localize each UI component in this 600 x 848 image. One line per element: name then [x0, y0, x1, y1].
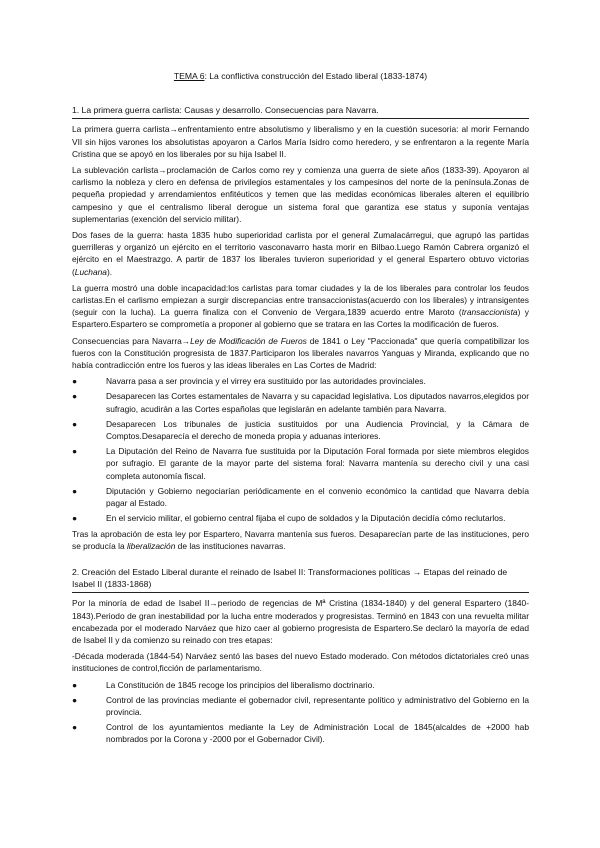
s1-paragraph-3 [72, 229, 529, 278]
s1-p6-text-a: Tras la aprobación de esta ley por Espartero, Navarra mantenía sus fueros. Desaparecían parte de las instituciones, pero se producía la [72, 528, 529, 551]
s1-p4-italic: transaccionista [461, 307, 518, 318]
s2-bullet-item [72, 721, 529, 745]
section-spacer [72, 556, 529, 566]
bullet-text: En el servicio militar, el gobierno central fijaba el cupo de soldados y la Diputación decidía cómo reclutarlos. [106, 513, 506, 524]
s2-bullet-item [72, 679, 529, 691]
bullet-icon: ● [72, 391, 78, 402]
s1-p5-italic: Ley de Modificación de Fueros [190, 335, 307, 346]
bullet-icon: ● [72, 679, 78, 690]
bullet-text: Diputación y Gobierno negociarían periódicamente en el convenio económico la cantidad que Navarra debía pagar al Estado. [106, 485, 529, 509]
bullet-text: La Diputación del Reino de Navarra fue sustituida por la Diputación Foral formada por siete miembros elegidos por sufragio. El garante de la mayor parte del sistema foral: Navarra mantenía su derecho civil y una casi completa autonomía fiscal. [106, 446, 529, 481]
bullet-icon: ● [72, 694, 78, 705]
bullet-icon: ● [72, 485, 78, 496]
bullet-text: La Constitución de 1845 recoge los principios del liberalismo doctrinario. [106, 679, 375, 690]
s2-paragraph-1: Por la minoría de edad de Isabel II→periodo de regencias de Mª Cristina (1834-1840) y del general Espartero (1840-1843).Periodo de gran inestabilidad por la lucha entre moderados y progresistas. Terminó en 1843 con una revuelta militar encabezada por el moderado Narváez que hizo caer al gobierno progresista de Espartero.Se declaró la mayoría de edad de Isabel II y da comienzo su reinado con tres etapas: [72, 598, 529, 645]
bullet-icon: ● [72, 513, 78, 524]
s1-p4-text-b: ) y Espartero.Espartero se comprometía a proponer al gobierno que se tratara en las Cortes la modificación de fueros. [72, 307, 529, 330]
s1-paragraph-5 [72, 335, 529, 372]
s1-p3-text: Dos fases de la guerra: hasta 1835 hubo superioridad carlista por el general Zumalacárregui, que agrupó las partidas guerrilleras y organizó un ejército en el territorio vasconavarro hasta morir en Bilbao.Luego Ramón Cabrera organizó el ejército en el Maestrazgo. A partir de 1837 los liberales tuvieron superioridad y el general Espartero obtuvo victorias [72, 230, 529, 265]
bullet-icon: ● [72, 376, 78, 387]
bullet-icon: ● [72, 722, 78, 733]
page-title [72, 70, 529, 82]
bullet-text: Navarra pasa a ser provincia y el virrey era sustituido por las autoridades provinciales. [106, 376, 426, 387]
s1-bullet-item [72, 445, 529, 482]
s1-p4-text-a: La guerra mostró una doble incapacidad:los carlistas para tomar ciudades y la de los liberales para controlar los feudos carlistas.En el carlismo empiezan a surgir discrepancias entre transaccionistas(acuerdo con los liberales) y intransigentes (seguir con la lucha). La guerra finaliza con el Convenio de Vergara,1839 acuerdo entre Maroto ( [72, 282, 529, 318]
s1-p6-italic: liberalización [126, 540, 176, 551]
bullet-text: Control de los ayuntamientos mediante la Ley de Administración Local de 1845(alcaldes de +2000 hab nombrados por la Corona y -2000 por el Gobernador Civil). [106, 722, 529, 745]
bullet-text: Desaparecen Los tribunales de justicia sustituidos por una Audiencia Provincial, y la Cámara de Comptos.Desaparecía el derecho de moneda propia y aduanas interiores. [106, 418, 529, 442]
s1-bullet-item [72, 512, 529, 524]
section-2-heading: 2. Creación del Estado Liberal durante el reinado de Isabel II: Transformaciones políticas → Etapas del reinado de Isabel II (1833-1868) [72, 566, 529, 593]
s1-bullet-item [72, 418, 529, 442]
s1-bullet-item [72, 485, 529, 509]
bullet-icon: ● [72, 446, 78, 457]
s2-paragraph-2: -Década moderada (1844-54) Narváez sentó las bases del nuevo Estado moderado. Con métodos dictatoriales creó unas instituciones de control,ficción de parlamentarismo. [72, 651, 529, 674]
title-topic-number: TEMA 6 [173, 71, 205, 81]
title-text: : La conflictiva construcción del Estado liberal (1833-1874) [204, 71, 428, 81]
s1-bullet-item [72, 375, 529, 387]
bullet-text: Desaparecen las Cortes estamentales de Navarra y su capacidad legislativa. Los diputados navarros,elegidos por sufragio, acudirán a las Cortes españolas que legislarán en adelante también para Navarra. [106, 391, 529, 414]
s1-paragraph-6 [72, 528, 529, 552]
s1-p5-text-a: Consecuencias para Navarra→ [72, 335, 191, 346]
s1-bullet-item [72, 390, 529, 414]
s2-bullet-item [72, 694, 529, 718]
bullet-icon: ● [72, 418, 78, 429]
s1-paragraph-1: La primera guerra carlista→enfrentamiento entre absolutismo y liberalismo y en la cuestión sucesoria: al morir Fernando VII sin hijos varones los absolutistas apoyaron a Carlos María Isidro como heredero, y se enfrentaron a la regente María Cristina que se apoyó en los liberales por su hija Isabel II. [72, 124, 529, 159]
s1-p3-close: ). [106, 266, 113, 277]
s1-p6-text-b: de las instituciones navarras. [175, 540, 286, 551]
s1-p3-italic: Luchana [74, 266, 107, 277]
s1-p5-text-b: de 1841 o Ley "Paccionada" que quería compatibilizar los fueros con la Constitución progresista de 1837.Participaron los liberales navarros Yanguas y Miranda, explicando que no había contradicción entre los fueros y las ideas liberales en Las Cortes de Madrid: [72, 335, 530, 371]
s1-paragraph-2: La sublevación carlista→proclamación de Carlos como rey y comienza una guerra de siete años (1833-39). Apoyaron al carlismo la nobleza y clero en defensa de privilegios estamentales y los campesinos del norte de la península.Zonas de pequeña propiedad y arrendamientos enfitéuticos y temen que las medidas económicas liberales alteren el equilibrio campesino y que el centralismo liberal derogue un sistema foral que garantiza ese status y suponía ventajas suplementarias (exención del servicio militar). [72, 165, 529, 224]
bullet-text: Control de las provincias mediante el gobernador civil, representante político y administrativo del Gobierno en la provincia. [106, 694, 529, 717]
s1-paragraph-4 [72, 282, 529, 331]
s1-p3-open: ( [72, 266, 75, 277]
section-1-heading: 1. La primera guerra carlista: Causas y desarrollo. Consecuencias para Navarra. [72, 104, 529, 119]
